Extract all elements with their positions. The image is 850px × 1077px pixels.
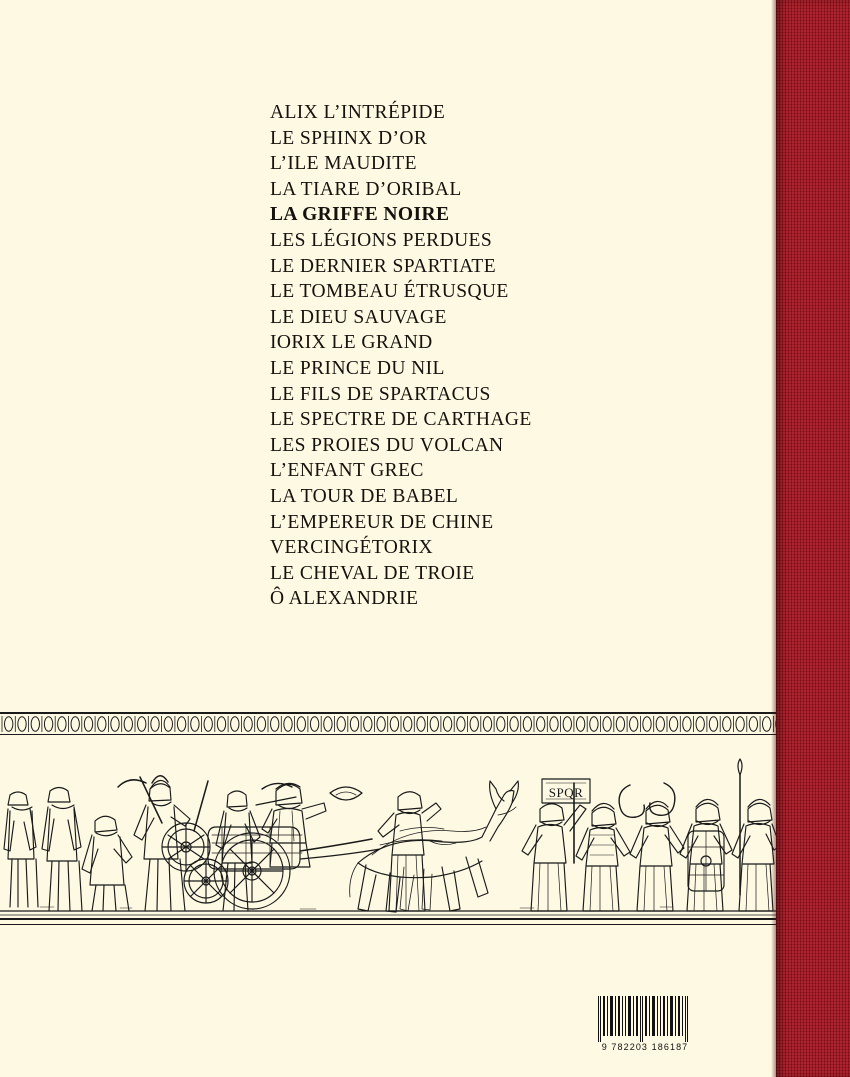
series-title-item: LE PRINCE DU NIL <box>270 357 445 379</box>
series-title-item-current: LA GRIFFE NOIRE <box>270 204 450 226</box>
series-title-item: LE SPECTRE DE CARTHAGE <box>270 409 532 431</box>
frieze-scene-triumphal-procession <box>0 735 776 918</box>
series-title-list <box>270 100 740 612</box>
series-title-item: LE SPHINX D’OR <box>270 127 428 149</box>
frieze-bottom-rule <box>0 918 776 920</box>
series-title-item: L’EMPEREUR DE CHINE <box>270 511 494 533</box>
series-title-item: Ô ALEXANDRIE <box>270 588 419 610</box>
series-title-item: LE CHEVAL DE TROIE <box>270 562 475 584</box>
series-title-item: LE DIEU SAUVAGE <box>270 306 447 328</box>
series-title-item: LE DERNIER SPARTIATE <box>270 255 497 277</box>
series-title-item: ALIX L’INTRÉPIDE <box>270 102 446 123</box>
roman-frieze-illustration <box>0 712 776 942</box>
series-title-item: VERCINGÉTORIX <box>270 537 433 559</box>
barcode <box>596 996 694 1058</box>
series-title-item: LE FILS DE SPARTACUS <box>270 383 491 405</box>
frieze-bottom-rule-secondary <box>0 924 776 925</box>
series-title-item: LES PROIES DU VOLCAN <box>270 434 504 456</box>
series-title-item: L’ILE MAUDITE <box>270 153 417 175</box>
barcode-bars <box>596 996 694 1042</box>
series-title-item: L’ENFANT GREC <box>270 460 424 482</box>
series-title-item: LE TOMBEAU ÉTRUSQUE <box>270 281 509 303</box>
series-title-item: LES LÉGIONS PERDUES <box>270 229 493 251</box>
svg-text:SPQR: SPQR <box>548 785 584 800</box>
egg-and-dart-border <box>0 714 776 734</box>
barcode-number: 9 782203 186187 <box>601 1042 689 1052</box>
series-title-item: LA TIARE D’ORIBAL <box>270 178 462 200</box>
book-spine-cloth <box>776 0 850 1077</box>
series-title-item: LA TOUR DE BABEL <box>270 485 459 507</box>
series-title-item: IORIX LE GRAND <box>270 332 433 354</box>
